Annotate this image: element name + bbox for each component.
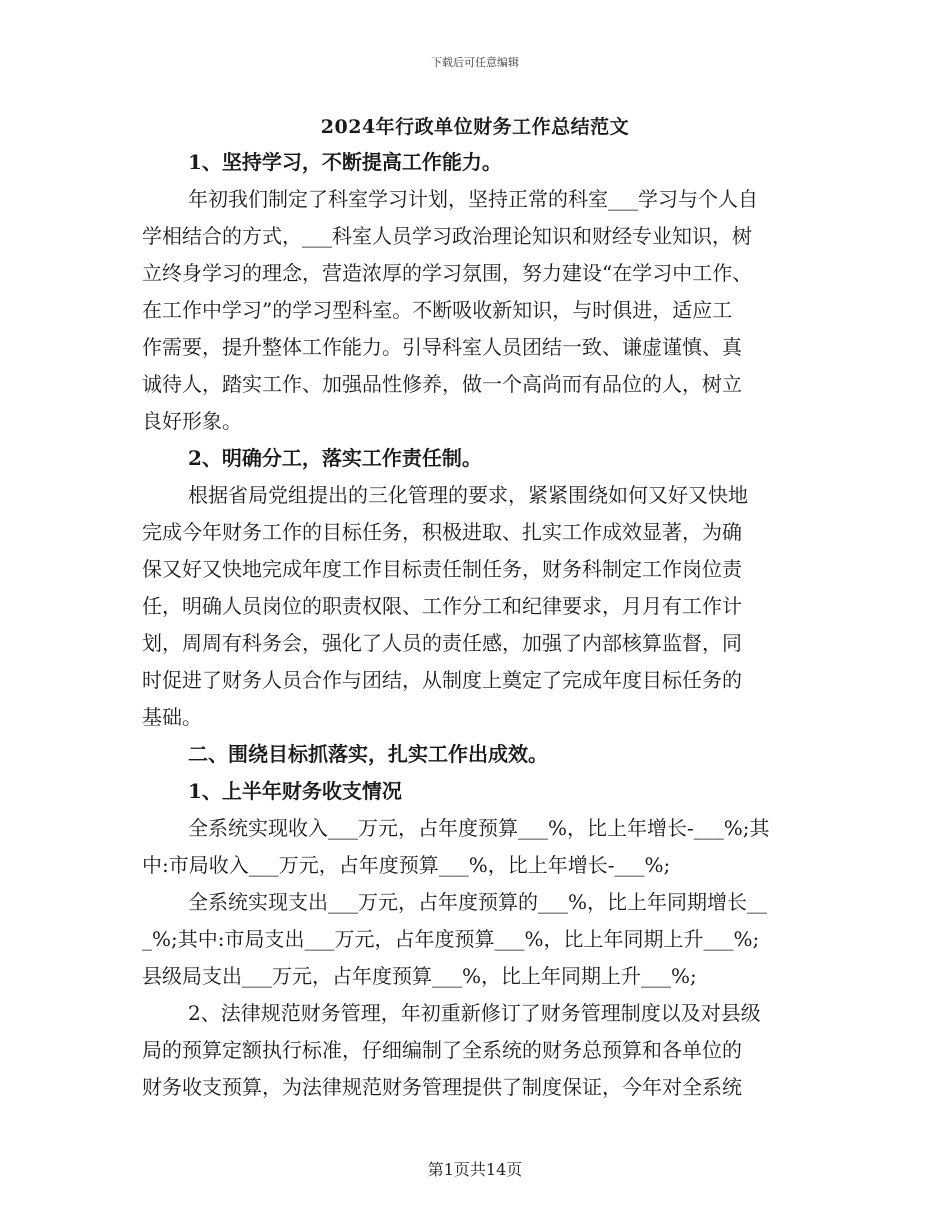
document-body — [142, 110, 808, 1106]
body-text-line: 诚待人，踏实工作、加强品性修养，做一个高尚而有品位的人，树立 — [142, 372, 742, 396]
body-text-line: 全系统实现支出___万元，占年度预算的___%，比上年同期增长__ — [188, 890, 768, 914]
body-text-line: 局的预算定额执行标准，仔细编制了全系统的财务总预算和各单位的 — [142, 1038, 742, 1062]
body-text-line: _%;其中:市局支出___万元，占年度预算___%，比上年同期上升___%; — [142, 927, 760, 951]
section-heading-line: 2、明确分工，落实工作责任制。 — [188, 446, 482, 470]
body-text-line: 年初我们制定了科室学习计划，坚持正常的科室___学习与个人自 — [188, 187, 758, 211]
body-text-line: 作需要，提升整体工作能力。引导科室人员团结一致、谦虚谨慎、真 — [142, 335, 742, 359]
body-text-line: 根据省局党组提出的三化管理的要求，紧紧围绕如何又好又快地 — [188, 483, 748, 507]
body-text-line: 学相结合的方式，___科室人员学习政治理论知识和财经专业知识，树 — [142, 224, 752, 248]
body-text-line: 保又好又快地完成年度工作目标责任制任务，财务科制定工作岗位责 — [142, 557, 742, 581]
body-text-line: 2、法律规范财务管理，年初重新修订了财务管理制度以及对县级 — [188, 1001, 761, 1025]
page-footer: 第1页共14页 — [427, 1160, 523, 1179]
body-text-line: 中:市局收入___万元，占年度预算___%，比上年增长-___%; — [142, 853, 671, 877]
body-text-line: 基础。 — [142, 705, 202, 729]
section-heading-line: 1、坚持学习，不断提高工作能力。 — [188, 150, 502, 174]
body-text-line: 全系统实现收入___万元，占年度预算___%，比上年增长-___%;其 — [188, 816, 770, 840]
page-header: 下载后可任意编辑 — [431, 56, 519, 69]
body-text-line: 完成今年财务工作的目标任务，积极进取、扎实工作成效显著，为确 — [142, 520, 742, 544]
body-text-line: 财务收支预算，为法律规范财务管理提供了制度保证，今年对全系统 — [142, 1075, 742, 1099]
section-heading-line: 1、上半年财务收支情况 — [188, 779, 402, 803]
paragraph-lines — [142, 144, 808, 1106]
body-text-line: 在工作中学习”的学习型科室。不断吸收新知识，与时俱进，适应工 — [142, 298, 733, 322]
body-text-line: 时促进了财务人员合作与团结，从制度上奠定了完成年度目标任务的 — [142, 668, 742, 692]
section-heading-line: 二、围绕目标抓落实，扎实工作出成效。 — [188, 742, 548, 766]
document-title: 2024年行政单位财务工作总结范文 — [320, 116, 630, 138]
body-text-line: 良好形象。 — [142, 409, 242, 433]
body-text-line: 任，明确人员岗位的职责权限、工作分工和纪律要求，月月有工作计 — [142, 594, 742, 618]
body-text-line: 划，周周有科务会，强化了人员的责任感，加强了内部核算监督，同 — [142, 631, 742, 655]
body-text-line: 县级局支出___万元，占年度预算___%，比上年同期上升___%; — [142, 964, 697, 988]
body-text-line: 立终身学习的理念，营造浓厚的学习氛围，努力建设“在学习中工作、 — [142, 261, 753, 285]
